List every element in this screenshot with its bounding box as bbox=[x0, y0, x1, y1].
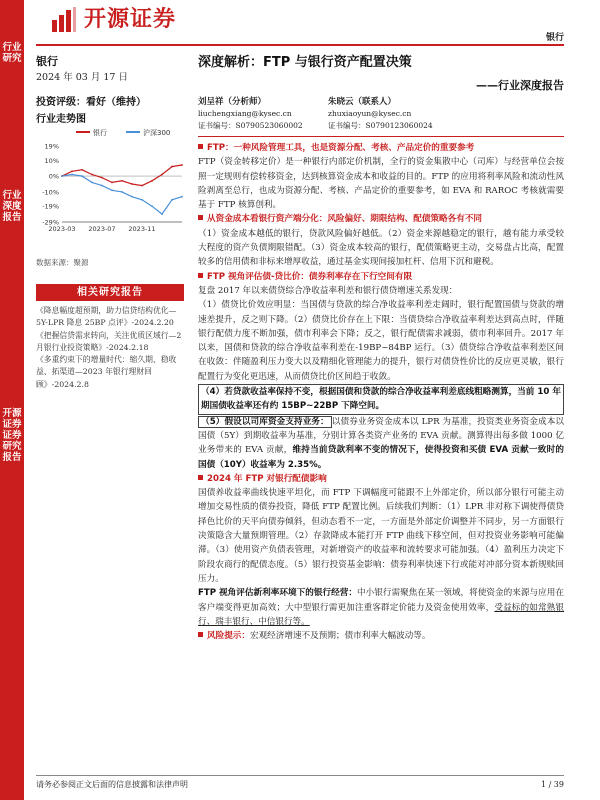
section-4 bbox=[198, 472, 564, 486]
side-label-middle: 行业深度报告 bbox=[2, 190, 22, 223]
y-tick-label: 10% bbox=[44, 156, 59, 165]
paragraph: FTP（资金转移定价）是一种银行内部定价机制，全行的资金集散中心（司库）与经营单位会按照一定规则有偿转移资金，达到核算资金成本和收益的目的。FTP 的应用将利率风险和流动性风险剥离至总行，也成为资源分配、考核、产品定价的重要参考，如 EVA 和 RAROC 考核就需要基于 FTP 核算创利。 bbox=[198, 157, 564, 211]
emphasis-label: FTP 视角评估新利率环境下的银行经营： bbox=[198, 588, 358, 599]
trend-chart-title: 行业走势图 bbox=[36, 114, 86, 126]
side-label-bottom: 开源证券 证券研究报告 bbox=[2, 408, 22, 463]
data-point bbox=[91, 174, 93, 176]
data-point bbox=[81, 169, 83, 171]
logo-text: 开源证券 bbox=[84, 7, 177, 33]
section-heading: FTP：一种风险管理工具，也是资源分配、考核、产品定价的重要参考 bbox=[207, 143, 475, 153]
header-divider bbox=[36, 44, 564, 46]
risk-text: 宏观经济增速不及预期；债市利率大幅波动等。 bbox=[249, 631, 431, 642]
data-point bbox=[111, 189, 113, 191]
header-category: 银行 bbox=[545, 33, 564, 43]
bullet-icon bbox=[198, 215, 203, 220]
data-point bbox=[171, 199, 173, 201]
paragraph: 国债养收益率曲线快速平坦化，而 FTP 下调幅度可能跟不上外部定价，所以部分银行可能主动增加交易性质的债券投资，降低 FTP 配置比例。后续我们判断：（1）LPR 非对称下调使得债贷择色比价的天平向债券倾斜，但动态看不一定，一方面是外部定价调整并不同步，另一方面银行决策隐含大量预期管理。（2）存款降成本能打开 FTP 曲线下移空间，但对投资业务影响可能偏滞。（3）使用资产负债表管理，对新增资产的收益率和流转要求可能加强。（4）盈利压力决定下阶段农商行的配债态度。（5）银行投资基金影响：债券利率快速下行或能对冲部分资本新规赎回压力。 bbox=[198, 488, 564, 584]
related-item[interactable]: 《多重约束下的增量时代：缩久期、稳收益、拓渠道—2023 年银行理财回顾》-2024.2.8 bbox=[36, 355, 177, 389]
section-heading: FTP 视角评估债-贷比价：债券利率存在下行空间有限 bbox=[207, 271, 413, 282]
author-email[interactable]: liuchengxiang@kysec.cn bbox=[198, 109, 292, 118]
left-column bbox=[36, 54, 182, 128]
authors-block bbox=[198, 96, 564, 136]
report-body bbox=[198, 141, 564, 643]
footer-disclaimer: 请务必参阅正文后面的信息披露和法律声明 bbox=[36, 780, 188, 789]
bullet-icon bbox=[198, 632, 203, 637]
section-1 bbox=[198, 141, 564, 155]
data-point bbox=[101, 185, 103, 187]
footer-divider bbox=[36, 775, 564, 776]
side-strip bbox=[0, 0, 24, 800]
emphasis-text: 维持当前贷款利率不变的情况下，使得投资和买债 EVA 贡献一致时的国债（10Y）收益率为 2.35%。 bbox=[198, 445, 564, 470]
x-tick-label: 2023-11 bbox=[128, 225, 156, 233]
report-subtitle: ——行业深度报告 bbox=[476, 78, 564, 92]
author-card bbox=[198, 96, 303, 132]
author-name: 刘呈祥（分析师） bbox=[198, 97, 267, 107]
author-name: 朱晓云（联系人） bbox=[328, 97, 397, 107]
trend-chart-svg bbox=[36, 124, 184, 254]
authors-divider bbox=[198, 136, 564, 137]
data-point bbox=[131, 183, 133, 185]
data-point bbox=[71, 174, 73, 176]
section-heading: 2024 年 FTP 对银行配债影响 bbox=[207, 473, 327, 484]
y-tick-label: -29% bbox=[42, 218, 59, 227]
y-tick-label: -10% bbox=[42, 188, 59, 197]
data-point bbox=[101, 177, 103, 179]
emphasis-text: 根据国债和贷款的综合净收益率利差底线粗略测算，当前 10 年期国债收益率还有约 15BP~22BP 下降空间。 bbox=[201, 387, 561, 412]
data-point bbox=[141, 185, 143, 187]
data-point bbox=[81, 175, 83, 177]
paragraph: 复盘 2017 年以来债贷综合净收益率利差和银行债贷增速关系发现： bbox=[198, 285, 458, 296]
data-point bbox=[71, 170, 73, 172]
risk-label: 风险提示： bbox=[207, 631, 250, 642]
underlined-text: 受益标的如常熟银行、瑞丰银行、中信银行等。 bbox=[198, 602, 564, 627]
company-logo bbox=[50, 4, 176, 36]
data-point bbox=[151, 205, 153, 207]
author-cert: 证书编号：S0790123060024 bbox=[328, 121, 433, 130]
paragraph-text: 中小银行需聚焦在某一领域，将使资金的来源与应用在客户端变得更加高效；大中型银行需更加注重客群定价能力及资金使用效率， bbox=[198, 588, 564, 613]
emphasis-label: （4）若贷款收益率保持不变， bbox=[201, 387, 320, 398]
industry-label: 银行 bbox=[36, 55, 58, 68]
legend-label: 银行 bbox=[93, 129, 107, 137]
section-3 bbox=[198, 270, 564, 284]
side-label-top: 行业研究 bbox=[2, 42, 22, 64]
logo-mark-icon bbox=[50, 6, 78, 34]
data-point bbox=[161, 174, 163, 176]
data-point bbox=[151, 180, 153, 182]
bullet-icon bbox=[198, 144, 203, 149]
data-point bbox=[181, 196, 183, 198]
paragraph-text: 以债券业务资金成本以 LPR 为基准，投资类业务资金成本以国债（5Y）到期收益率为基准，分别计算各类资产业务的 EVA 贡献。测算得出每多做 1000 亿业务带来的 EVA 贡献， bbox=[198, 416, 564, 456]
data-point bbox=[141, 199, 143, 201]
paragraph bbox=[198, 415, 564, 472]
emphasis-label: （5）假设以司库资金支持业务： bbox=[198, 416, 332, 428]
chart-source: 数据来源：聚源 bbox=[36, 258, 89, 267]
author-card bbox=[328, 96, 433, 132]
y-tick-label: 19% bbox=[44, 142, 59, 151]
paragraph: （1）资金成本越低的银行，贷款风险偏好越低。（2）资金来源越稳定的银行，越有能力承受较大程度的资产负债期限错配。（3）资金成本较高的银行，配债策略更主动，交易盘占比高，配置较多的信用债和非标来增厚收益，通过基金实现间接加杠杆、信用下沉和避税。 bbox=[198, 228, 564, 268]
x-tick-label: 2023-07 bbox=[88, 225, 116, 233]
y-tick-label: 0% bbox=[48, 172, 59, 181]
data-point bbox=[91, 182, 93, 184]
bullet-icon bbox=[198, 273, 203, 278]
paragraph bbox=[198, 586, 564, 629]
related-research-heading: 相关研究报告 bbox=[36, 284, 184, 301]
report-title: 深度解析：FTP 与银行资产配置决策 bbox=[198, 55, 412, 70]
paragraph-boxed bbox=[198, 384, 564, 415]
data-point bbox=[171, 166, 173, 168]
data-point bbox=[61, 175, 63, 177]
related-item[interactable]: 《降息幅度超预期，助力信贷结构优化—5Y-LPR 降息 25BP 点评》-2024.2.20 bbox=[36, 306, 177, 328]
paragraph: （1）债贷比价效应明显：当国债与贷款的综合净收益率利差走阔时，银行配置国债与贷款的增速差提升，反之则下降。（2）债贷比价存在上下限：当债贷综合净收益率利差达到高点时，伴随银行配债力度不断加强，债市利率会下降；反之，银行配债需求减弱，债市利率回升。2017 年以来，国债和贷款的综合净收益率利差在-19BP~84BP 运行。（3）债贷综合净收益率利差区间在收敛：伴随盈利压力变大以及精细化管理能力的提升，银行对债贷性价比的反应更灵敏，银行配置行为变化更迅速，从而债贷比价区间趋于收敛。 bbox=[198, 300, 564, 382]
risk-note bbox=[198, 629, 564, 643]
author-email[interactable]: zhuxiaoyun@kysec.cn bbox=[328, 109, 412, 118]
related-research-list bbox=[36, 305, 186, 391]
bullet-icon bbox=[198, 475, 203, 480]
data-point bbox=[111, 182, 113, 184]
section-2 bbox=[198, 212, 564, 226]
related-item[interactable]: 《把握信贷需求转向，关注优质区域行—2 月银行业投资策略》-2024.2.18 bbox=[36, 330, 182, 352]
main-header bbox=[198, 54, 564, 94]
x-tick-label: 2023-03 bbox=[48, 225, 76, 233]
author-cert: 证书编号：S0790523060002 bbox=[198, 121, 303, 130]
y-tick-label: -19% bbox=[42, 202, 59, 211]
investment-rating: 投资评级：看好（维持） bbox=[36, 96, 146, 108]
data-point bbox=[181, 164, 183, 166]
data-point bbox=[161, 213, 163, 215]
legend-label: 沪深300 bbox=[143, 129, 171, 137]
page-number: 1 / 39 bbox=[540, 780, 564, 789]
data-point bbox=[121, 191, 123, 193]
trend-chart bbox=[36, 124, 184, 274]
data-point bbox=[131, 196, 133, 198]
data-point bbox=[121, 180, 123, 182]
section-heading: 从资金成本看银行资产端分化：风险偏好、期限结构、配债策略各有不同 bbox=[207, 214, 483, 225]
report-date: 2024 年 03 月 17 日 bbox=[36, 71, 128, 83]
